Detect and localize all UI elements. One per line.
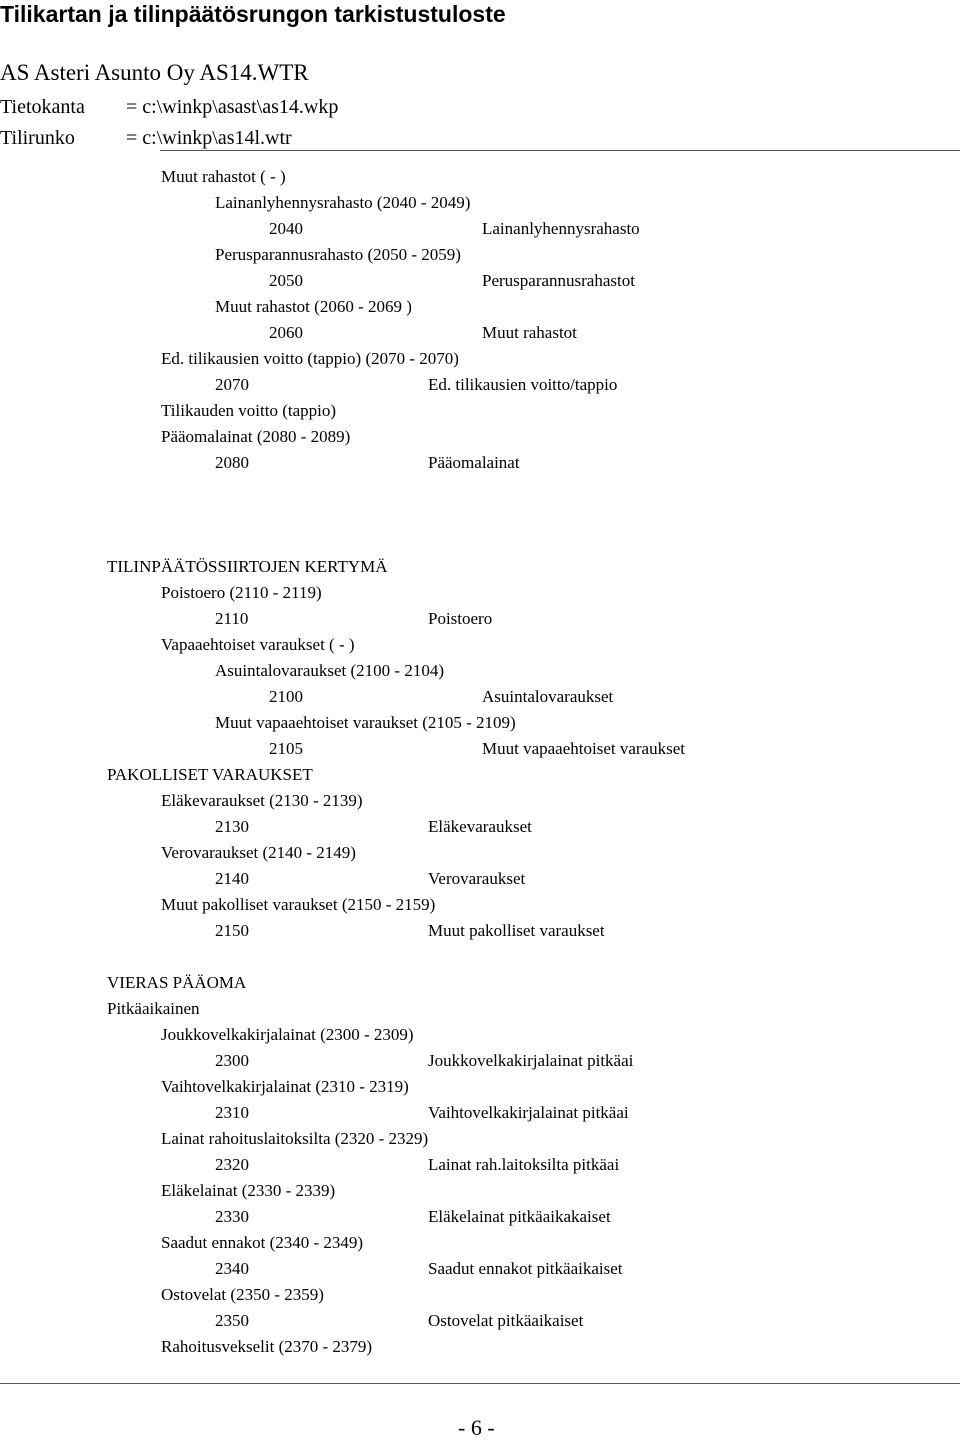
listing-line: Vaihtovelkakirjalainat (2310 - 2319) xyxy=(161,1077,409,1096)
listing-line: 2060 xyxy=(269,323,303,342)
listing-line: Tilikauden voitto (tappio) xyxy=(161,401,337,420)
listing-line: Asuintalovaraukset xyxy=(482,687,614,706)
page-number: - 6 - xyxy=(458,1415,495,1440)
listing-line: 2320 xyxy=(215,1155,249,1174)
listing-line: PAKOLLISET VARAUKSET xyxy=(107,765,313,784)
listing-line: Ostovelat (2350 - 2359) xyxy=(161,1285,324,1304)
listing-line: Vaihtovelkakirjalainat pitkäai xyxy=(428,1103,629,1122)
listing-line: Muut rahastot ( - ) xyxy=(161,167,286,186)
listing-line: 2110 xyxy=(215,609,249,628)
listing-line: Verovaraukset (2140 - 2149) xyxy=(161,843,356,862)
listing-line: 2140 xyxy=(215,869,249,888)
listing-line: Ed. tilikausien voitto/tappio xyxy=(428,375,618,394)
listing-line: Perusparannusrahastot xyxy=(482,271,635,290)
listing-line: 2150 xyxy=(215,921,249,940)
database-path: = c:\winkp\asast\as14.wkp xyxy=(126,96,339,118)
listing-line: Muut vapaaehtoiset varaukset (2105 - 2109) xyxy=(215,713,516,732)
listing-line: 2080 xyxy=(215,453,249,472)
listing-line: 2070 xyxy=(215,375,249,394)
listing-line: 2330 xyxy=(215,1207,249,1226)
listing-line: Lainanlyhennysrahasto xyxy=(482,219,640,238)
listing-line: Poistoero (2110 - 2119) xyxy=(161,583,322,602)
listing-line: 2050 xyxy=(269,271,303,290)
listing-line: Pitkäaikainen xyxy=(107,999,200,1018)
listing-line: Ed. tilikausien voitto (tappio) (2070 - 2070) xyxy=(161,349,459,368)
listing-line: Muut pakolliset varaukset xyxy=(428,921,605,940)
chart-label: Tilirunko xyxy=(0,127,75,149)
listing-line: Ostovelat pitkäaikaiset xyxy=(428,1311,584,1330)
listing-line: Lainat rahoituslaitoksilta (2320 - 2329) xyxy=(161,1129,429,1148)
footer-divider xyxy=(0,1383,960,1384)
listing-line: Lainanlyhennysrahasto (2040 - 2049) xyxy=(215,193,471,212)
listing-line: Asuintalovaraukset (2100 - 2104) xyxy=(215,661,444,680)
header-divider xyxy=(160,150,960,151)
database-label: Tietokanta xyxy=(0,96,85,118)
company-name: AS Asteri Asunto Oy AS14.WTR xyxy=(0,60,309,85)
listing-line: Lainat rah.laitoksilta pitkäai xyxy=(428,1155,620,1174)
page-title: Tilikartan ja tilinpäätösrungon tarkistustuloste xyxy=(0,1,506,27)
listing-line: Verovaraukset xyxy=(428,869,526,888)
listing-line: Eläkevaraukset (2130 - 2139) xyxy=(161,791,363,810)
chart-path: = c:\winkp\as14l.wtr xyxy=(126,127,292,149)
listing-line: 2350 xyxy=(215,1311,249,1330)
listing-line: TILINPÄÄTÖSSIIRTOJEN KERTYMÄ xyxy=(107,557,388,576)
listing-line: Pääomalainat xyxy=(428,453,520,472)
listing-line: 2040 xyxy=(269,219,303,238)
listing-line: Muut pakolliset varaukset (2150 - 2159) xyxy=(161,895,436,914)
listing-line: Muut rahastot (2060 - 2069 ) xyxy=(215,297,412,316)
listing-line: 2130 xyxy=(215,817,249,836)
listing-line: Perusparannusrahasto (2050 - 2059) xyxy=(215,245,461,264)
listing-line: VIERAS PÄÄOMA xyxy=(107,973,247,992)
listing-line: Joukkovelkakirjalainat pitkäai xyxy=(428,1051,634,1070)
listing-line: Poistoero xyxy=(428,609,493,628)
listing-line: Eläkelainat pitkäaikakaiset xyxy=(428,1207,611,1226)
listing-line: Rahoitusvekselit (2370 - 2379) xyxy=(161,1337,373,1356)
listing-line: Saadut ennakot (2340 - 2349) xyxy=(161,1233,364,1252)
listing-line: Saadut ennakot pitkäaikaiset xyxy=(428,1259,623,1278)
listing-line: Vapaaehtoiset varaukset ( - ) xyxy=(161,635,355,654)
listing-line: Joukkovelkakirjalainat (2300 - 2309) xyxy=(161,1025,414,1044)
listing-line: Muut rahastot xyxy=(482,323,577,342)
listing-line: 2105 xyxy=(269,739,303,758)
listing-line: Eläkelainat (2330 - 2339) xyxy=(161,1181,336,1200)
listing-line: 2100 xyxy=(269,687,303,706)
listing-line: 2310 xyxy=(215,1103,249,1122)
listing-line: Pääomalainat (2080 - 2089) xyxy=(161,427,351,446)
listing-line: Muut vapaaehtoiset varaukset xyxy=(482,739,685,758)
listing-line: Eläkevaraukset xyxy=(428,817,532,836)
listing-line: 2340 xyxy=(215,1259,249,1278)
listing-line: 2300 xyxy=(215,1051,249,1070)
